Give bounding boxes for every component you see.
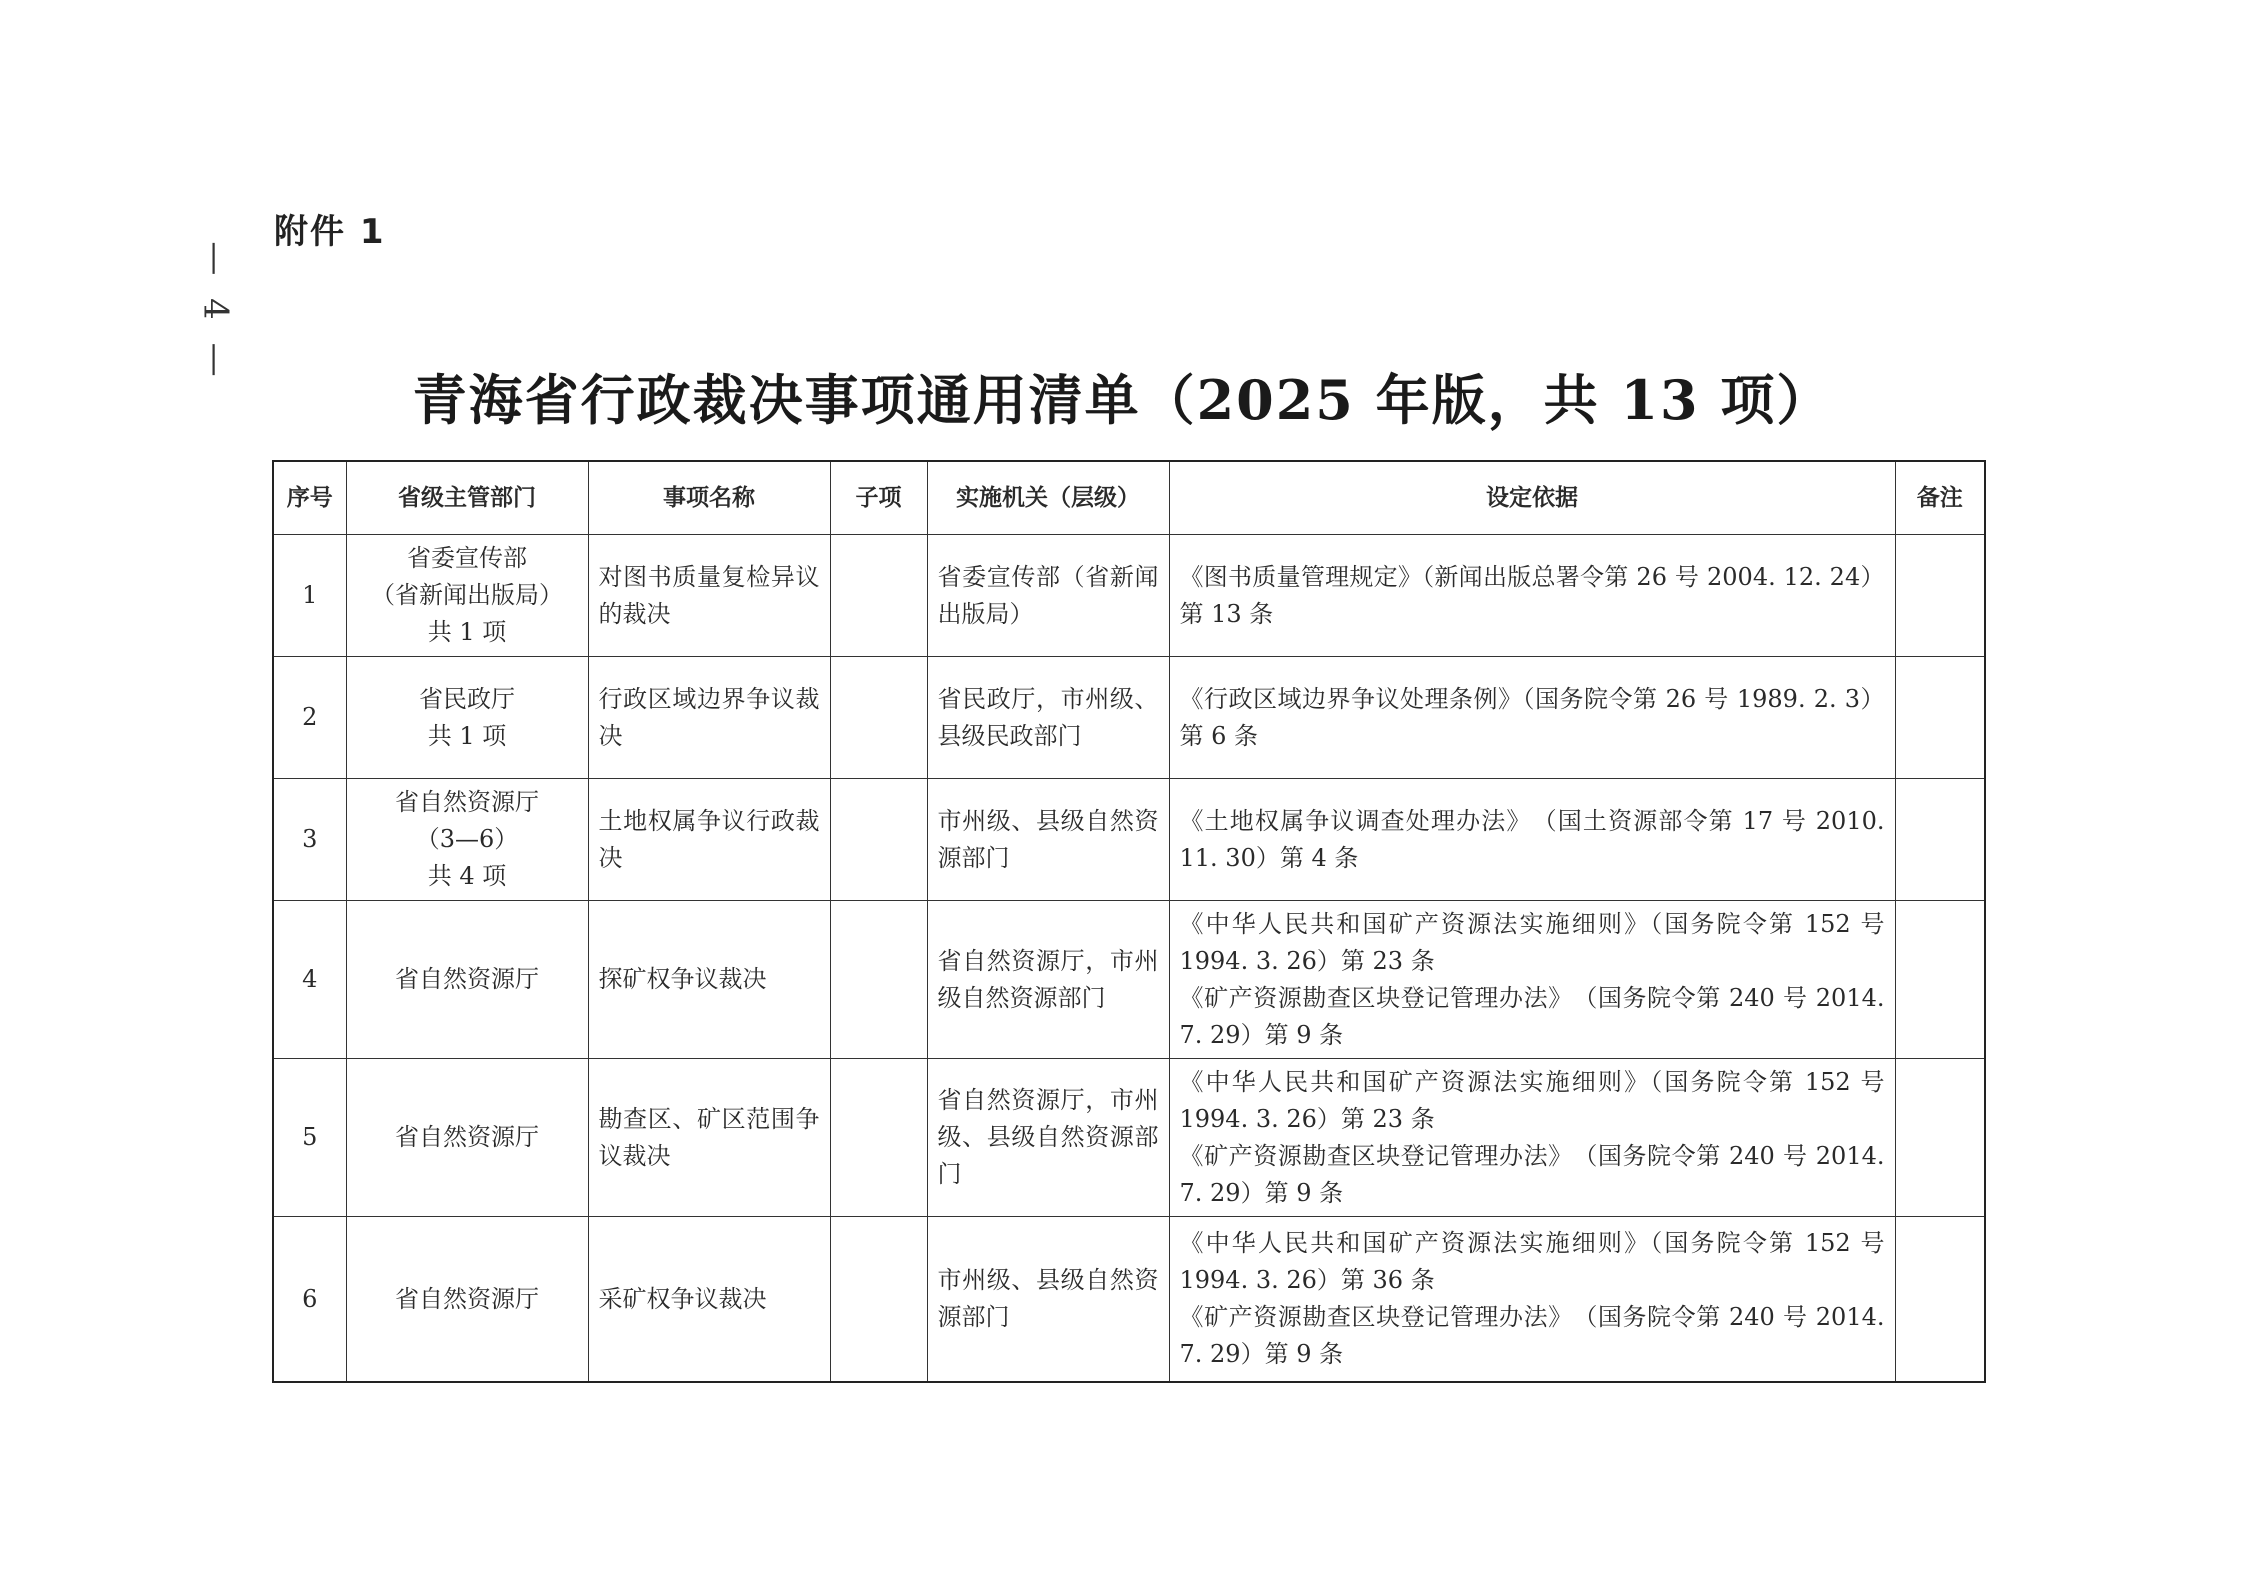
department-line: （省新闻出版局） [371,581,563,609]
header-cell-sub: 子项 [830,461,927,535]
cell-no: 3 [273,779,346,901]
table-row [273,1059,1985,1217]
table-row [273,901,1985,1059]
cell-sub [830,1059,927,1217]
attachment-label: 附件 1 [274,212,386,252]
table-row [273,535,1985,657]
cell-basis [1169,1059,1895,1217]
header-cell-item: 事项名称 [588,461,830,535]
header-cell-basis: 设定依据 [1169,461,1895,535]
cell-no: 5 [273,1059,346,1217]
department-line: 省自然资源厅 [395,788,539,816]
cell-department [346,1059,588,1217]
department-line: 省自然资源厅 [395,1123,539,1151]
cell-no: 6 [273,1217,346,1383]
basis-line: 《图书质量管理规定》（新闻出版总署令第 26 号 2004. 12. 24）第 13 条 [1179,562,1885,628]
header-cell-note: 备注 [1895,461,1985,535]
cell-note [1895,901,1985,1059]
cell-department [346,779,588,901]
table-row [273,1217,1985,1383]
basis-line: 《矿产资源勘查区块登记管理办法》 （国务院令第 240 号 2014. 7. 29）第 9 条 [1179,1141,1885,1207]
department-line: 省自然资源厅 [395,965,539,993]
document-title: 青海省行政裁决事项通用清单（2025 年版，共 13 项） [412,368,1833,432]
cell-item: 勘查区、矿区范围争议裁决 [588,1059,830,1217]
basis-line: 《中华人民共和国矿产资源法实施细则》（国务院令第 152 号 1994. 3. 26）第 36 条 [1179,1229,1885,1294]
basis-line: 《中华人民共和国矿产资源法实施细则》（国务院令第 152 号 1994. 3. 26）第 23 条 [1179,1067,1885,1133]
cell-authority: 省自然资源厅，市州级自然资源部门 [927,901,1169,1059]
cell-department [346,901,588,1059]
cell-sub [830,535,927,657]
cell-department [346,1217,588,1383]
basis-line: 《土地权属争议调查处理办法》 （国土资源部令第 17 号 2010. 11. 30）第 4 条 [1179,806,1885,872]
basis-line: 《矿产资源勘查区块登记管理办法》 （国务院令第 240 号 2014. 7. 29）第 9 条 [1179,1303,1885,1368]
cell-note [1895,1217,1985,1383]
cell-authority: 市州级、县级自然资源部门 [927,1217,1169,1383]
cell-no: 2 [273,657,346,779]
cell-basis [1169,1217,1895,1383]
cell-sub [830,1217,927,1383]
cell-no: 4 [273,901,346,1059]
basis-line: 《行政区域边界争议处理条例》（国务院令第 26 号 1989. 2. 3）第 6 条 [1179,684,1885,750]
cell-authority: 市州级、县级自然资源部门 [927,779,1169,901]
cell-basis [1169,901,1895,1059]
cell-item: 对图书质量复检异议的裁决 [588,535,830,657]
cell-authority: 省自然资源厅，市州级、县级自然资源部门 [927,1059,1169,1217]
cell-note [1895,1059,1985,1217]
table-row [273,657,1985,779]
cell-department [346,535,588,657]
cell-note [1895,779,1985,901]
header-cell-department: 省级主管部门 [346,461,588,535]
cell-note [1895,535,1985,657]
page-number-text: — 4 — [196,240,236,383]
adjudication-items-table [272,460,1986,1383]
cell-basis [1169,779,1895,901]
header-cell-authority: 实施机关（层级） [927,461,1169,535]
cell-sub [830,657,927,779]
cell-item: 探矿权争议裁决 [588,901,830,1059]
department-line: （3—6） [415,825,519,853]
cell-sub [830,901,927,1059]
cell-no: 1 [273,535,346,657]
department-line: 省民政厅 [419,684,515,713]
cell-item: 采矿权争议裁决 [588,1217,830,1383]
cell-item: 行政区域边界争议裁决 [588,657,830,779]
table-header-row [273,461,1985,535]
cell-sub [830,779,927,901]
cell-authority: 省委宣传部（省新闻出版局） [927,535,1169,657]
department-line: 共 1 项 [427,721,507,750]
cell-item: 土地权属争议行政裁决 [588,779,830,901]
header-cell-no: 序号 [273,461,346,535]
cell-note [1895,657,1985,779]
cell-basis [1169,657,1895,779]
table-row [273,779,1985,901]
cell-basis [1169,535,1895,657]
department-line: 共 1 项 [427,618,507,646]
department-line: 省委宣传部 [407,544,527,572]
department-line: 省自然资源厅 [395,1284,539,1313]
cell-authority: 省民政厅，市州级、县级民政部门 [927,657,1169,779]
department-line: 共 4 项 [427,862,507,890]
basis-line: 《中华人民共和国矿产资源法实施细则》（国务院令第 152 号 1994. 3. 26）第 23 条 [1179,909,1885,975]
basis-line: 《矿产资源勘查区块登记管理办法》 （国务院令第 240 号 2014. 7. 29）第 9 条 [1179,983,1885,1049]
cell-department [346,657,588,779]
